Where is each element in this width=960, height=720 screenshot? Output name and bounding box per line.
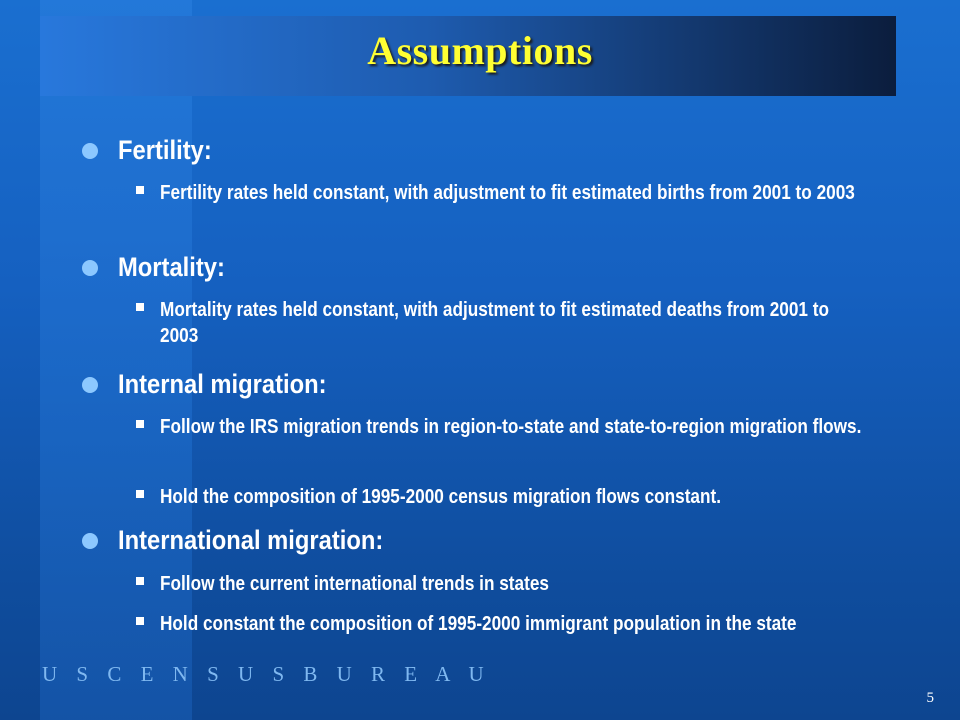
bullet-dot-icon <box>82 533 98 549</box>
bullet-internal-migration-1: Follow the IRS migration trends in region-to-state and state-to-region migration flows. <box>160 416 862 438</box>
page-number: 5 <box>926 690 934 706</box>
bullet-dot-icon <box>82 377 98 393</box>
square-bullet-icon <box>136 303 144 311</box>
bullet-fertility-1: Fertility rates held constant, with adjustment to fit estimated births from 2001 to 2003 <box>160 182 855 204</box>
bullet-internal-migration-2: Hold the composition of 1995-2000 census migration flows constant. <box>160 486 722 508</box>
bullet-dot-icon <box>82 143 98 159</box>
bullet-international-migration-2: Hold constant the composition of 1995-2000 immigrant population in the state <box>160 613 797 635</box>
square-bullet-icon <box>136 186 144 194</box>
bullet-mortality-1: Mortality rates held constant, with adjustment to fit estimated deaths from 2001 to 2003 <box>160 299 830 347</box>
square-bullet-icon <box>136 617 144 625</box>
bullet-dot-icon <box>82 260 98 276</box>
section-heading-mortality: Mortality: <box>118 252 225 282</box>
square-bullet-icon <box>136 490 144 498</box>
section-heading-internal-migration: Internal migration: <box>118 369 327 399</box>
section-heading-international-migration: International migration: <box>118 525 384 555</box>
section-heading-fertility: Fertility: <box>118 135 212 165</box>
slide-title: Assumptions <box>367 28 593 73</box>
square-bullet-icon <box>136 420 144 428</box>
bullet-international-migration-1: Follow the current international trends in states <box>160 573 549 595</box>
census-bureau-logo-text: U S C E N S U S B U R E A U <box>42 662 491 686</box>
square-bullet-icon <box>136 577 144 585</box>
